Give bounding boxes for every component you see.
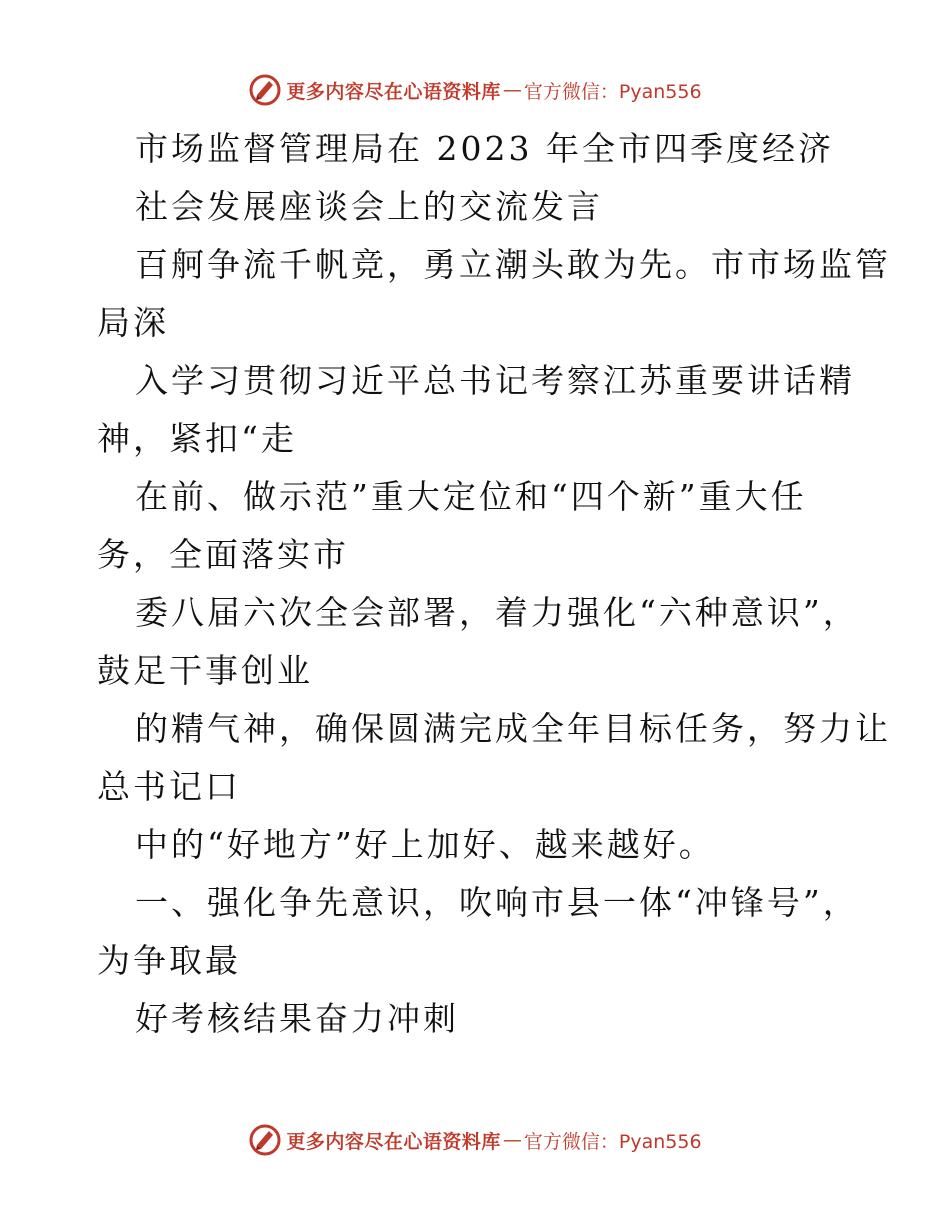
section-heading-line: 为争取最 xyxy=(97,941,241,980)
section-heading-line: 一、强化争先意识，吹响市县一体“冲锋号”， xyxy=(135,883,859,922)
watermark-text: 更多内容尽在心语资料库 xyxy=(286,80,501,103)
red-seal-logo-icon xyxy=(248,1123,282,1157)
paragraph-line: 神，紧扣“走 xyxy=(97,419,297,458)
watermark-text: 更多内容尽在心语资料库 xyxy=(286,1130,501,1153)
paragraph-line: 在前、做示范”重大定位和“四个新”重大任 xyxy=(135,477,807,516)
paragraph-line: 务，全面落实市 xyxy=(97,535,349,574)
section-heading-line: 好考核结果奋力冲刺 xyxy=(135,999,459,1038)
paragraph-line: 入学习贯彻习近平总书记考察江苏重要讲话精 xyxy=(135,361,855,400)
watermark-contact: 官方微信：Pyan556 xyxy=(523,1130,702,1153)
paragraph-line: 总书记口 xyxy=(97,767,241,806)
paragraph-line: 局深 xyxy=(97,303,169,342)
paragraph-line: 委八届六次全会部署，着力强化“六种意识”， xyxy=(135,593,859,632)
watermark-contact: 官方微信：Pyan556 xyxy=(523,80,702,103)
paragraph-line: 百舸争流千帆竞，勇立潮头敢为先。市市场监管 xyxy=(135,245,891,284)
watermark-separator: — xyxy=(502,1129,522,1151)
header-watermark xyxy=(0,70,950,110)
title-line-1: 市场监督管理局在 2023 年全市四季度经济 xyxy=(135,129,834,168)
footer-watermark xyxy=(0,1120,950,1160)
watermark-separator: — xyxy=(502,79,522,101)
paragraph-line: 鼓足干事创业 xyxy=(97,651,313,690)
title-line-2: 社会发展座谈会上的交流发言 xyxy=(135,187,603,226)
document-body xyxy=(97,120,891,1048)
red-seal-logo-icon xyxy=(248,73,282,107)
paragraph-line: 中的“好地方”好上加好、越来越好。 xyxy=(135,825,715,864)
paragraph-line: 的精气神，确保圆满完成全年目标任务，努力让 xyxy=(135,709,891,748)
